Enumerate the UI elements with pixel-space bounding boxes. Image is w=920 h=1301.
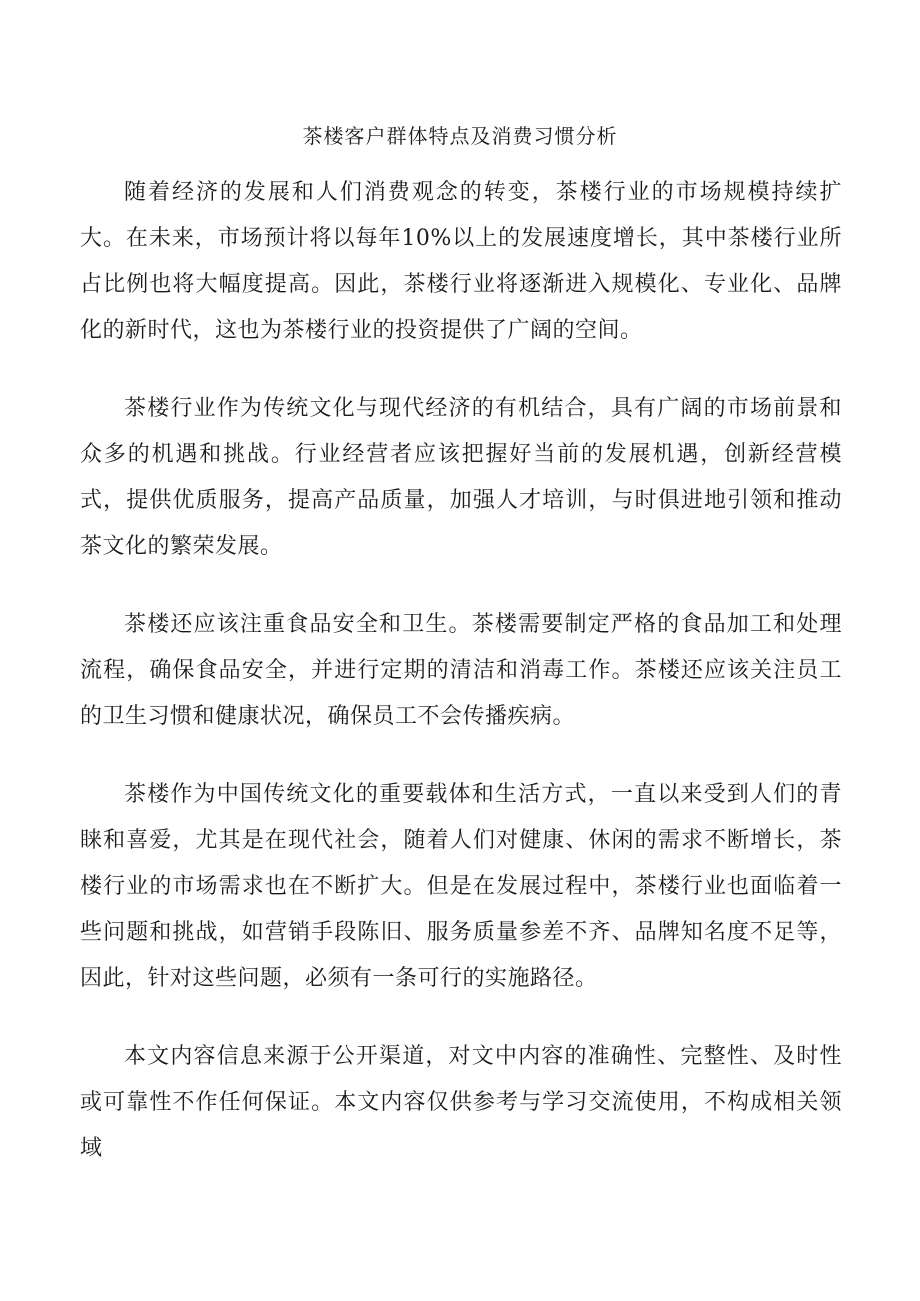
paragraph: 茶楼行业作为传统文化与现代经济的有机结合，具有广阔的市场前景和众多的机遇和挑战。行业经营者应该把握好当前的发展机遇，创新经营模式，提供优质服务，提高产品质量，加强人才培训，与时俱进地引领和推动茶文化的繁荣发展。 [80,396,842,559]
paragraph: 茶楼还应该注重食品安全和卫生。茶楼需要制定严格的食品加工和处理流程，确保食品安全，并进行定期的清洁和消毒工作。茶楼还应该关注员工的卫生习惯和健康状况，确保员工不会传播疾病。 [80,612,842,729]
paragraph: 随着经济的发展和人们消费观念的转变，茶楼行业的市场规模持续扩大。在未来，市场预计将以每年10%以上的发展速度增长，其中茶楼行业所占比例也将大幅度提高。因此，茶楼行业将逐渐进入规模化、专业化、品牌化的新时代，这也为茶楼行业的投资提供了广阔的空间。 [80,180,842,343]
document-body [80,170,842,1204]
document-title: 茶楼客户群体特点及消费习惯分析 [302,124,618,148]
paragraph: 本文内容信息来源于公开渠道，对文中内容的准确性、完整性、及时性或可靠性不作任何保证。本文内容仅供参考与学习交流使用，不构成相关领域 [80,1044,842,1161]
paragraph: 茶楼作为中国传统文化的重要载体和生活方式，一直以来受到人们的青睐和喜爱，尤其是在现代社会，随着人们对健康、休闲的需求不断增长，茶楼行业的市场需求也在不断扩大。但是在发展过程中，茶楼行业也面临着一些问题和挑战，如营销手段陈旧、服务质量参差不齐、品牌知名度不足等，因此，针对这些问题，必须有一条可行的实施路径。 [80,782,842,991]
